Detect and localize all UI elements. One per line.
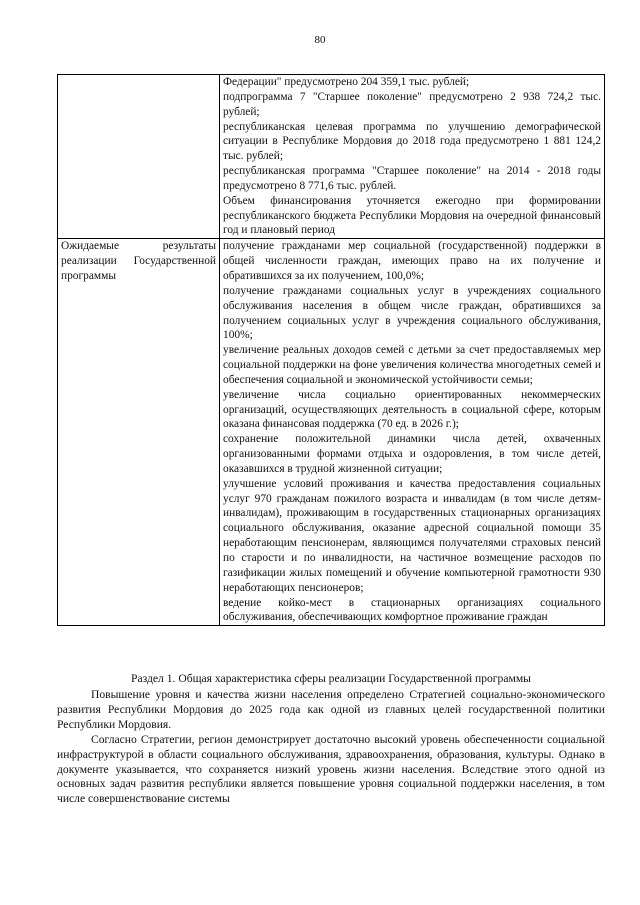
- section-heading: Раздел 1. Общая характеристика сферы реализации Государственной программы: [131, 672, 531, 685]
- row-label-expected-results: Ожидаемые результаты реализации Государственной программы: [58, 239, 220, 626]
- financing-line: подпрограмма 7 "Старшее поколение" предусмотрено 2 938 724,2 тыс. рублей;: [223, 90, 601, 118]
- expected-result-item: увеличение реальных доходов семей с детьми за счет предоставляемых мер социальной поддержки на фоне увеличения количества многодетных семей и обеспечения социальной и экономической устойчивости семьи;: [223, 344, 601, 386]
- page-number: 80: [314, 34, 326, 46]
- financing-line: республиканская программа "Старшее поколение" на 2014 - 2018 годы предусмотрено 8 771,6 тыс. рублей.: [223, 165, 601, 192]
- row-content-expected-results: [220, 239, 605, 626]
- program-passport-table: [57, 74, 605, 626]
- section-body: [57, 688, 605, 807]
- body-paragraph: Согласно Стратегии, регион демонстрирует достаточно высокий уровень обеспеченности социальной инфраструктурой в области социального обслуживания, здравоохранения, образования, культуры. Однако в документе указывается, что сохраняется низкий уровень жизни населения. Вследствие этого одной из основных задач развития республики является повышение уровня социальной поддержки населения, в том числе совершенствование системы: [57, 732, 605, 806]
- financing-line: республиканская целевая программа по улучшению демографической ситуации в Республике Мордовия до 2018 года предусмотрено 1 881 124,2 тыс. рублей;: [223, 120, 601, 163]
- financing-line: Федерации" предусмотрено 204 359,1 тыс. рублей;: [223, 76, 470, 88]
- expected-result-item: ведение койко-мест в стационарных организациях социального обслуживания, обеспечивающих комфортное проживание граждан: [223, 596, 601, 624]
- expected-result-item: получение гражданами мер социальной (государственной) поддержки в общей численности граждан, имеющих право на их получение и обратившихся за их получением, 100,0%;: [223, 240, 601, 282]
- expected-result-item: улучшение условий проживания и качества предоставления социальных услуг 970 гражданам пожилого возраста и инвалидам (в том числе детям-инвалидам), проживающим в государственных стационарных организациях социального обслуживания, оказание адресной социальной помощи 35 неработающим пенсионерам, являющимся получателями страховых пенсий по старости и по инвалидности, на частичное возмещение расходов по газификации жилых помещений и обучение компьютерной грамотности 930 неработающих пенсионеров;: [223, 477, 601, 594]
- expected-result-item: увеличение числа социально ориентированных некоммерческих организаций, осуществляющих деятельность в социальной сфере, которым оказана финансовая поддержка (70 ед. в 2026 г.);: [223, 388, 601, 431]
- body-paragraph: Повышение уровня и качества жизни населения определено Стратегией социально-экономического развития Республики Мордовия до 2025 года как одной из главных целей государственной политики Республики Мордовия.: [57, 688, 605, 731]
- expected-result-item: получение гражданами социальных услуг в учреждениях социального обслуживания населения в общем числе граждан, обратившихся за получением социальных услуг в учреждения социального обслуживания, 100%;: [223, 284, 601, 342]
- table-row-expected-results: [58, 239, 605, 626]
- row-content-financing: [220, 75, 605, 239]
- table-row-financing: [58, 75, 605, 239]
- financing-note: Объем финансирования уточняется ежегодно при формировании республиканского бюджета Республики Мордовия на очередной финансовый год и плановый период: [223, 194, 601, 237]
- expected-result-item: сохранение положительной динамики числа детей, охваченных организованными формами отдыха и оздоровления, в том числе детей, оказавшихся в трудной жизненной ситуации;: [223, 433, 601, 475]
- row-label-financing: [58, 75, 220, 239]
